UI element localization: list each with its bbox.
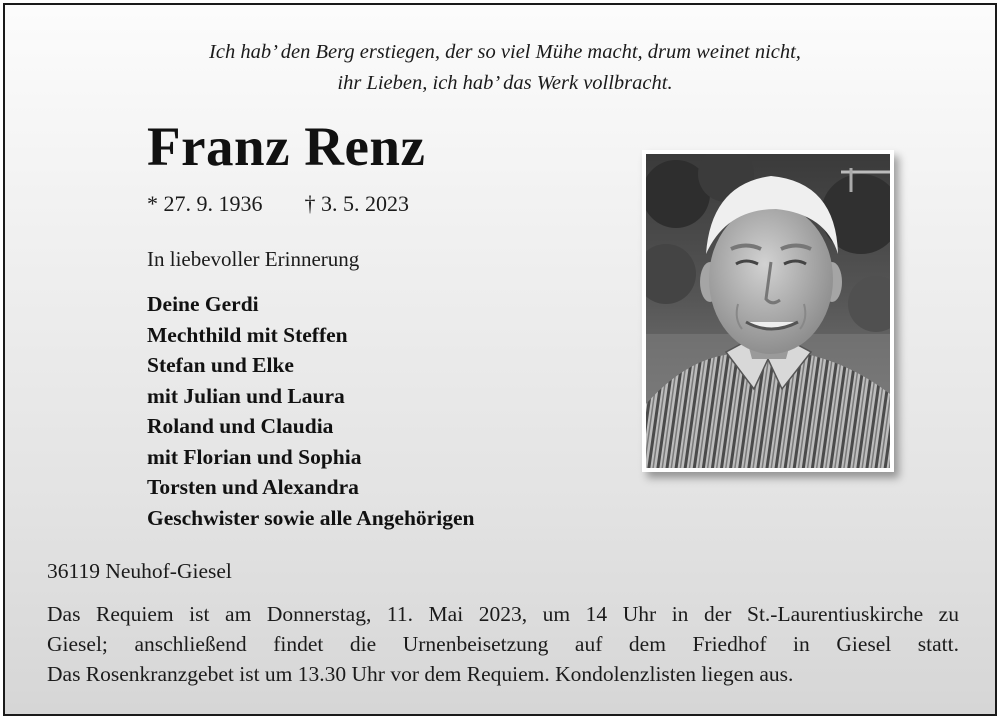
service-word: Giesel	[836, 632, 892, 656]
service-word: statt.	[917, 632, 959, 656]
service-word: der	[703, 602, 732, 626]
service-word: Uhr	[622, 602, 657, 626]
service-line-2	[47, 629, 959, 659]
service-info	[47, 599, 959, 689]
poem-line-2: ihr Lieben, ich hab’ das Werk vollbracht.	[337, 72, 673, 94]
mourner-item: mit Florian und Sophia	[147, 444, 362, 469]
mourner-item: mit Julian und Laura	[147, 383, 345, 408]
death-date: † 3. 5. 2023	[304, 191, 409, 216]
memory-line: In liebevoller Erinnerung	[147, 247, 360, 271]
mourner-item: Stefan und Elke	[147, 353, 294, 377]
service-word: St.-Laurentiuskirche	[746, 602, 924, 626]
birth-date: * 27. 9. 1936	[147, 191, 263, 216]
service-word: dem	[628, 632, 666, 656]
place-line: 36119 Neuhof-Giesel	[47, 559, 232, 583]
service-word: 11.	[386, 602, 413, 626]
service-word: am	[225, 602, 252, 626]
service-word: Mai	[428, 602, 464, 626]
service-word: 2023,	[478, 602, 528, 626]
poem-line-1: Ich hab’ den Berg erstiegen, der so viel Mühe macht, drum weinet nicht,	[209, 41, 801, 63]
mourner-item: Deine Gerdi	[147, 292, 259, 316]
service-word: 14	[585, 602, 608, 626]
service-word: Das	[47, 602, 81, 626]
service-word: die	[349, 632, 377, 656]
service-word: Donnerstag,	[266, 602, 372, 626]
deceased-name: Franz Renz	[147, 116, 426, 177]
service-line-1	[47, 599, 959, 629]
service-word: um	[542, 602, 571, 626]
service-word: in	[671, 602, 689, 626]
poem-quote	[65, 37, 945, 99]
service-word: Requiem	[95, 602, 174, 626]
service-word: zu	[938, 602, 959, 626]
mourner-item: Geschwister sowie alle Angehörigen	[147, 505, 475, 530]
obituary-notice	[3, 3, 997, 716]
service-line-3: Das Rosenkranzgebet ist um 13.30 Uhr vor dem Requiem. Kondolenzlisten liegen aus.	[47, 662, 794, 686]
service-word: anschließend	[134, 632, 247, 656]
service-word: Friedhof	[692, 632, 767, 656]
life-dates	[147, 191, 409, 217]
portrait-photo	[642, 150, 894, 472]
mourner-item: Torsten und Alexandra	[147, 475, 359, 499]
portrait-image	[646, 154, 890, 468]
service-word: Urnenbeisetzung	[402, 632, 549, 656]
service-word: findet	[273, 632, 324, 656]
service-word: in	[793, 632, 810, 656]
mourner-item: Mechthild mit Steffen	[147, 322, 348, 347]
mourner-item: Roland und Claudia	[147, 414, 334, 438]
mourners-list	[147, 289, 474, 533]
service-word: ist	[189, 602, 210, 626]
service-word: Giesel;	[47, 632, 108, 656]
service-word: auf	[574, 632, 603, 656]
